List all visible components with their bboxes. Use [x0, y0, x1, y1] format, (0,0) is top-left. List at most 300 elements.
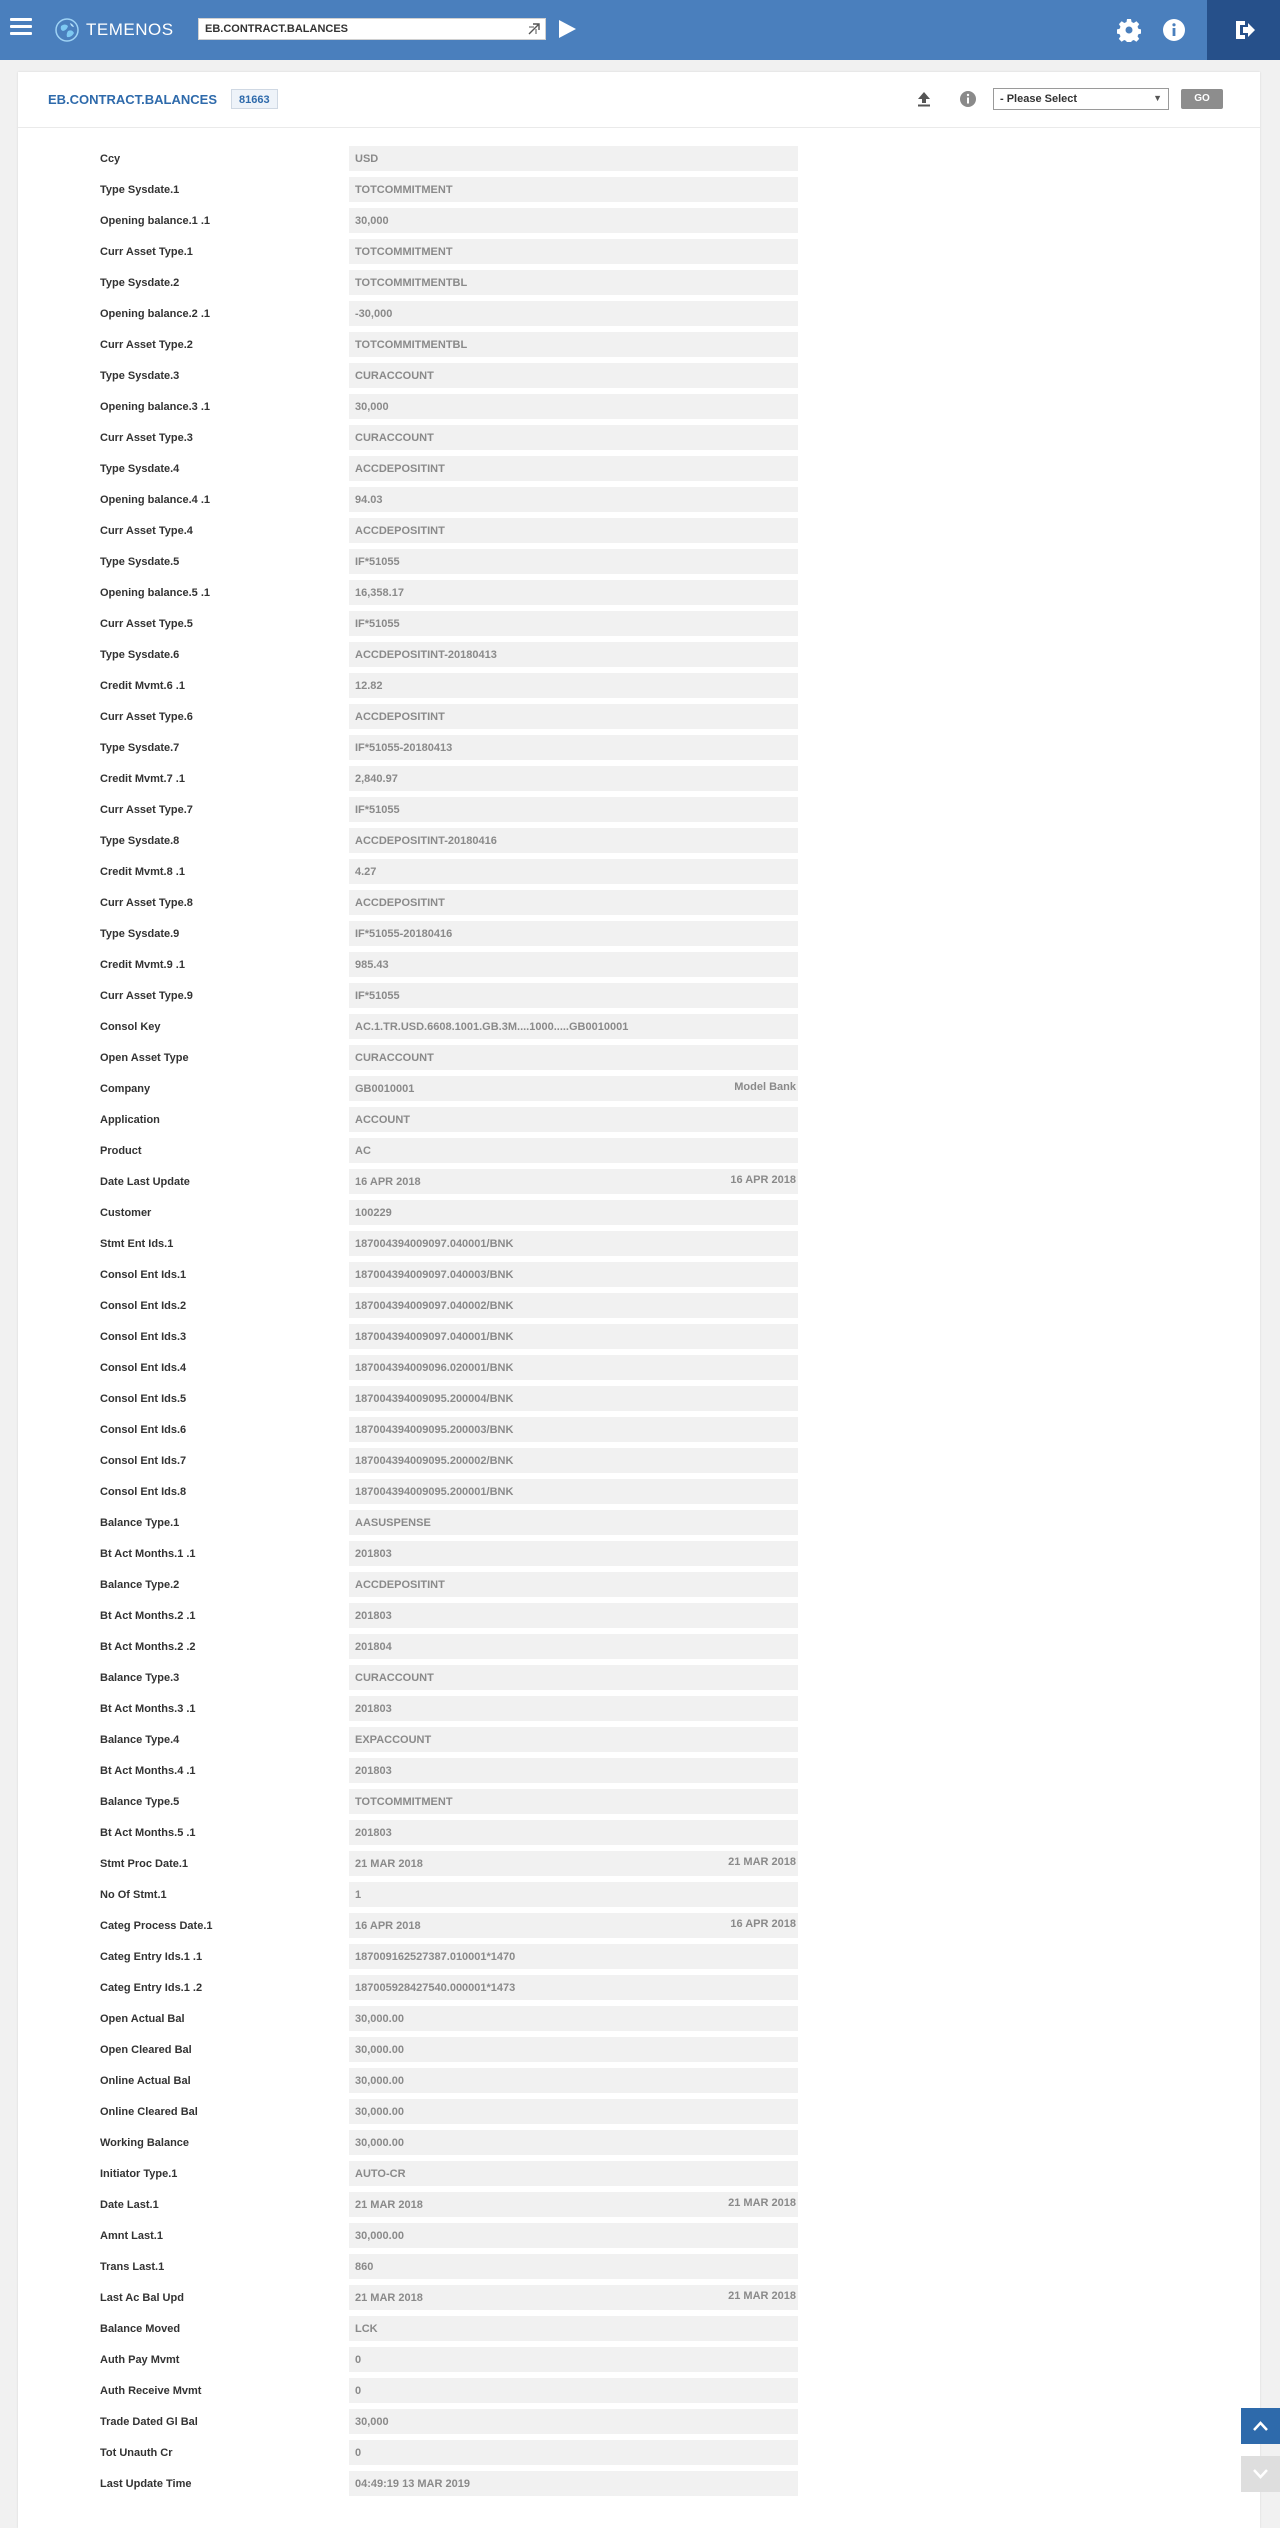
field-label: Type Sysdate.7	[100, 742, 180, 754]
field-label: Balance Type.4	[100, 1734, 180, 1746]
field-row	[18, 1136, 1260, 1167]
field-row	[18, 981, 1260, 1012]
field-value-box	[349, 1014, 798, 1039]
field-label: Initiator Type.1	[100, 2168, 178, 2180]
field-label: Consol Ent Ids.1	[100, 1269, 187, 1281]
action-select-value: - Please Select	[1000, 93, 1078, 105]
field-value: 201803	[355, 1703, 392, 1715]
go-button[interactable]: GO	[1181, 89, 1223, 109]
field-value-box	[349, 1882, 798, 1907]
hamburger-menu-icon[interactable]	[10, 18, 32, 40]
field-value-box	[349, 425, 798, 450]
field-value: EXPACCOUNT	[355, 1734, 432, 1746]
field-row	[18, 1632, 1260, 1663]
field-row	[18, 1601, 1260, 1632]
field-label: Opening balance.5 .1	[100, 587, 211, 599]
field-label: Credit Mvmt.8 .1	[100, 866, 185, 878]
field-value: 30,000.00	[355, 2230, 404, 2242]
field-value-box	[349, 673, 798, 698]
field-row	[18, 2097, 1260, 2128]
field-label: Curr Asset Type.7	[100, 804, 193, 816]
field-value: 16 APR 2018	[355, 1920, 421, 1932]
field-value: 187004394009095.200004/BNK	[355, 1393, 514, 1405]
field-row	[18, 950, 1260, 981]
field-row	[18, 2066, 1260, 2097]
field-value-box	[349, 270, 798, 295]
expand-arrow-icon[interactable]	[527, 22, 541, 36]
field-value-box	[349, 1138, 798, 1163]
field-value-box	[349, 580, 798, 605]
field-row	[18, 206, 1260, 237]
field-value-box	[349, 1231, 798, 1256]
field-label: Open Asset Type	[100, 1052, 189, 1064]
field-value: 860	[355, 2261, 374, 2273]
scroll-to-bottom-button[interactable]	[1241, 2456, 1280, 2492]
field-value-box	[349, 2223, 798, 2248]
field-label: Curr Asset Type.3	[100, 432, 193, 444]
field-row	[18, 1973, 1260, 2004]
field-row	[18, 578, 1260, 609]
field-row	[18, 1229, 1260, 1260]
field-row	[18, 392, 1260, 423]
help-info-icon[interactable]	[959, 90, 977, 108]
field-label: Last Ac Bal Upd	[100, 2292, 184, 2304]
field-label: Consol Key	[100, 1021, 161, 1033]
field-value-box	[349, 2409, 798, 2434]
field-label: Date Last Update	[100, 1176, 190, 1188]
field-value-box	[349, 1603, 798, 1628]
field-label: Categ Process Date.1	[100, 1920, 213, 1932]
field-value: 187005928427540.000001*1473	[355, 1982, 516, 1994]
field-row	[18, 1880, 1260, 1911]
field-value: TOTCOMMITMENTBL	[355, 339, 468, 351]
field-value-box	[349, 208, 798, 233]
field-value: 21 MAR 2018	[355, 1858, 423, 1870]
field-row	[18, 609, 1260, 640]
field-enrichment: 21 MAR 2018	[728, 2290, 796, 2302]
field-label: Curr Asset Type.8	[100, 897, 193, 909]
field-label: Credit Mvmt.9 .1	[100, 959, 185, 971]
field-value: IF*51055-20180416	[355, 928, 453, 940]
run-command-play-icon[interactable]	[556, 18, 578, 40]
field-label: Product	[100, 1145, 142, 1157]
field-label: Last Update Time	[100, 2478, 192, 2490]
field-label: Amnt Last.1	[100, 2230, 163, 2242]
field-row	[18, 702, 1260, 733]
field-value: CURACCOUNT	[355, 1052, 434, 1064]
field-row	[18, 1849, 1260, 1880]
field-value-box	[349, 2316, 798, 2341]
field-value-box	[349, 2099, 798, 2124]
field-row	[18, 1539, 1260, 1570]
scroll-to-top-button[interactable]	[1241, 2408, 1280, 2444]
field-label: Opening balance.1 .1	[100, 215, 211, 227]
field-value: 187004394009095.200002/BNK	[355, 1455, 514, 1467]
field-label: Customer	[100, 1207, 152, 1219]
field-label: Application	[100, 1114, 160, 1126]
field-value-box	[349, 1696, 798, 1721]
field-label: Consol Ent Ids.2	[100, 1300, 187, 1312]
field-value: 187004394009095.200001/BNK	[355, 1486, 514, 1498]
field-value-box	[349, 1572, 798, 1597]
field-value-box	[349, 1262, 798, 1287]
field-row	[18, 2345, 1260, 2376]
field-label: Curr Asset Type.9	[100, 990, 193, 1002]
field-label: Consol Ent Ids.8	[100, 1486, 187, 1498]
field-value-box	[349, 1665, 798, 1690]
field-enrichment: 21 MAR 2018	[728, 2197, 796, 2209]
field-value-box	[349, 983, 798, 1008]
field-value-box	[349, 332, 798, 357]
field-value-box	[349, 921, 798, 946]
top-bar	[0, 0, 1280, 60]
field-value: 201804	[355, 1641, 392, 1653]
field-value-box	[349, 1634, 798, 1659]
field-label: Bt Act Months.3 .1	[100, 1703, 196, 1715]
field-value: ACCDEPOSITINT	[355, 525, 445, 537]
field-enrichment: 16 APR 2018	[730, 1174, 796, 1186]
field-value-box	[349, 2285, 798, 2310]
field-label: Balance Type.1	[100, 1517, 180, 1529]
field-label: Bt Act Months.4 .1	[100, 1765, 196, 1777]
field-value: 201803	[355, 1827, 392, 1839]
field-label: Type Sysdate.2	[100, 277, 180, 289]
field-value-box	[349, 890, 798, 915]
field-label: Type Sysdate.3	[100, 370, 180, 382]
field-row	[18, 2314, 1260, 2345]
field-label: Type Sysdate.8	[100, 835, 180, 847]
field-value: LCK	[355, 2323, 378, 2335]
field-row	[18, 857, 1260, 888]
field-value-box	[349, 797, 798, 822]
field-value-box	[349, 2161, 798, 2186]
field-value: 30,000.00	[355, 2137, 404, 2149]
field-value: 30,000.00	[355, 2075, 404, 2087]
field-label: Balance Type.3	[100, 1672, 180, 1684]
field-row	[18, 1570, 1260, 1601]
field-row	[18, 2407, 1260, 2438]
field-row	[18, 826, 1260, 857]
logout-icon	[1234, 19, 1256, 41]
chevron-down-icon	[1252, 2466, 1269, 2482]
field-row	[18, 1043, 1260, 1074]
field-value: 0	[355, 2447, 362, 2459]
field-enrichment: 21 MAR 2018	[728, 1856, 796, 1868]
field-value: 30,000	[355, 2416, 389, 2428]
field-row	[18, 1446, 1260, 1477]
field-value: CURACCOUNT	[355, 1672, 434, 1684]
field-row	[18, 1322, 1260, 1353]
field-value: AC	[355, 1145, 371, 1157]
field-value: CURACCOUNT	[355, 370, 434, 382]
upload-icon[interactable]	[915, 90, 933, 108]
dropdown-arrow-icon: ▼	[1153, 93, 1162, 103]
field-value: 30,000.00	[355, 2044, 404, 2056]
field-value: 30,000.00	[355, 2106, 404, 2118]
field-label: Ccy	[100, 153, 121, 165]
field-label: Consol Ent Ids.3	[100, 1331, 187, 1343]
field-value-box	[349, 1045, 798, 1070]
field-value: CURACCOUNT	[355, 432, 434, 444]
field-value: IF*51055	[355, 618, 400, 630]
field-label: Curr Asset Type.1	[100, 246, 193, 258]
field-label: Balance Type.5	[100, 1796, 180, 1808]
field-label: Categ Entry Ids.1 .1	[100, 1951, 203, 1963]
field-label: Opening balance.3 .1	[100, 401, 211, 413]
field-value: 21 MAR 2018	[355, 2292, 423, 2304]
field-label: Trans Last.1	[100, 2261, 165, 2273]
field-row	[18, 2159, 1260, 2190]
field-row	[18, 1694, 1260, 1725]
field-value: 985.43	[355, 959, 389, 971]
field-row	[18, 1942, 1260, 1973]
field-row	[18, 671, 1260, 702]
field-label: Balance Moved	[100, 2323, 181, 2335]
field-value: IF*51055	[355, 556, 400, 568]
field-row	[18, 1012, 1260, 1043]
field-value-box	[349, 1386, 798, 1411]
field-row	[18, 1198, 1260, 1229]
field-value-box	[349, 2254, 798, 2279]
field-value-box	[349, 1324, 798, 1349]
field-row	[18, 1725, 1260, 1756]
field-value: 187004394009096.020001/BNK	[355, 1362, 514, 1374]
contract-balances-panel	[18, 72, 1260, 2528]
field-value-box	[349, 363, 798, 388]
field-row	[18, 919, 1260, 950]
field-value-box	[349, 1200, 798, 1225]
logo-text: TEMENOS	[86, 20, 174, 39]
field-label: Tot Unauth Cr	[100, 2447, 173, 2459]
field-value: 16,358.17	[355, 587, 404, 599]
field-row	[18, 1260, 1260, 1291]
field-value-box	[349, 146, 798, 171]
field-value-box	[349, 1789, 798, 1814]
chevron-up-icon	[1252, 2418, 1269, 2434]
field-value: 0	[355, 2354, 362, 2366]
field-value-box	[349, 1541, 798, 1566]
field-value: ACCDEPOSITINT	[355, 463, 445, 475]
field-label: Curr Asset Type.5	[100, 618, 193, 630]
field-label: Consol Ent Ids.4	[100, 1362, 187, 1374]
field-value-box	[349, 239, 798, 264]
record-id-badge: 81663	[231, 89, 278, 109]
field-label: Working Balance	[100, 2137, 190, 2149]
field-value-box	[349, 1820, 798, 1845]
field-value: ACCDEPOSITINT-20180416	[355, 835, 497, 847]
field-value-box	[349, 2068, 798, 2093]
field-label: Credit Mvmt.7 .1	[100, 773, 185, 785]
field-value: 187004394009097.040001/BNK	[355, 1331, 514, 1343]
field-value-box	[349, 177, 798, 202]
field-row	[18, 454, 1260, 485]
command-line-box	[198, 18, 546, 40]
field-row	[18, 795, 1260, 826]
field-row	[18, 1477, 1260, 1508]
field-label: Company	[100, 1083, 151, 1095]
field-value: GB0010001	[355, 1083, 415, 1095]
command-line-input[interactable]	[199, 19, 531, 39]
field-row	[18, 2190, 1260, 2221]
field-value: AUTO-CR	[355, 2168, 406, 2180]
field-row	[18, 1105, 1260, 1136]
field-label: Opening balance.4 .1	[100, 494, 211, 506]
globe-icon	[54, 17, 80, 43]
field-value: 0	[355, 2385, 362, 2397]
field-label: Trade Dated Gl Bal	[100, 2416, 198, 2428]
field-label: Open Actual Bal	[100, 2013, 185, 2025]
field-value-box	[349, 2440, 798, 2465]
field-label: Bt Act Months.2 .1	[100, 1610, 196, 1622]
field-enrichment: 16 APR 2018	[730, 1918, 796, 1930]
field-value-box	[349, 301, 798, 326]
field-row	[18, 640, 1260, 671]
field-value-box	[349, 1727, 798, 1752]
field-value-box	[349, 518, 798, 543]
field-row	[18, 2376, 1260, 2407]
field-row	[18, 2438, 1260, 2469]
field-row	[18, 1384, 1260, 1415]
field-value: 100229	[355, 1207, 392, 1219]
field-value: 04:49:19 13 MAR 2019	[355, 2478, 470, 2490]
field-value: 187004394009095.200003/BNK	[355, 1424, 514, 1436]
field-value: -30,000	[355, 308, 393, 320]
field-value: 201803	[355, 1548, 392, 1560]
field-value: 94.03	[355, 494, 383, 506]
field-value-box	[349, 1479, 798, 1504]
panel-header	[18, 72, 1260, 128]
field-enrichment: Model Bank	[734, 1081, 796, 1093]
field-value-box	[349, 1076, 798, 1101]
field-value: IF*51055	[355, 804, 400, 816]
field-value: TOTCOMMITMENT	[355, 246, 453, 258]
field-value: TOTCOMMITMENT	[355, 1796, 453, 1808]
field-value: 30,000	[355, 215, 389, 227]
field-value-box	[349, 1107, 798, 1132]
field-value-box	[349, 1355, 798, 1380]
field-value-box	[349, 2471, 798, 2496]
info-icon[interactable]	[1162, 18, 1186, 42]
field-row	[18, 237, 1260, 268]
field-label: Curr Asset Type.6	[100, 711, 193, 723]
field-value: 187004394009097.040002/BNK	[355, 1300, 514, 1312]
field-label: Type Sysdate.4	[100, 463, 180, 475]
field-label: Bt Act Months.5 .1	[100, 1827, 196, 1839]
field-row	[18, 423, 1260, 454]
field-row	[18, 547, 1260, 578]
field-label: Online Cleared Bal	[100, 2106, 198, 2118]
field-value: IF*51055	[355, 990, 400, 1002]
field-label: Credit Mvmt.6 .1	[100, 680, 185, 692]
field-row	[18, 1663, 1260, 1694]
field-value-box	[349, 704, 798, 729]
field-value-box	[349, 766, 798, 791]
field-label: Consol Ent Ids.7	[100, 1455, 187, 1467]
field-label: Online Actual Bal	[100, 2075, 191, 2087]
field-value-box	[349, 2378, 798, 2403]
field-row	[18, 1818, 1260, 1849]
field-row	[18, 2035, 1260, 2066]
field-label: Open Cleared Bal	[100, 2044, 192, 2056]
field-row	[18, 2128, 1260, 2159]
field-value-box	[349, 611, 798, 636]
field-value-box	[349, 1169, 798, 1194]
field-label: Bt Act Months.2 .2	[100, 1641, 196, 1653]
field-row	[18, 2252, 1260, 2283]
field-value: AASUSPENSE	[355, 1517, 431, 1529]
sign-off-button[interactable]	[1207, 0, 1280, 60]
field-value: 30,000.00	[355, 2013, 404, 2025]
settings-gear-icon[interactable]	[1117, 18, 1141, 42]
field-value-box	[349, 1417, 798, 1442]
field-row	[18, 1291, 1260, 1322]
field-value: 187004394009097.040003/BNK	[355, 1269, 514, 1281]
field-row	[18, 516, 1260, 547]
field-value: ACCOUNT	[355, 1114, 410, 1126]
field-row	[18, 361, 1260, 392]
field-row	[18, 2283, 1260, 2314]
field-label: Type Sysdate.1	[100, 184, 180, 196]
field-row	[18, 485, 1260, 516]
field-value: 201803	[355, 1765, 392, 1777]
field-label: Categ Entry Ids.1 .2	[100, 1982, 203, 1994]
field-value-box	[349, 2006, 798, 2031]
temenos-logo	[54, 17, 174, 43]
field-label: Stmt Ent Ids.1	[100, 1238, 174, 1250]
field-row	[18, 1353, 1260, 1384]
field-label: Balance Type.2	[100, 1579, 180, 1591]
field-value-box	[349, 549, 798, 574]
field-label: Date Last.1	[100, 2199, 159, 2211]
field-value: 1	[355, 1889, 362, 1901]
field-row	[18, 2469, 1260, 2500]
field-label: Consol Ent Ids.6	[100, 1424, 187, 1436]
field-label: Auth Receive Mvmt	[100, 2385, 202, 2397]
field-value: ACCDEPOSITINT	[355, 897, 445, 909]
field-label: Opening balance.2 .1	[100, 308, 211, 320]
field-value-box	[349, 828, 798, 853]
field-value: 2,840.97	[355, 773, 398, 785]
field-row	[18, 144, 1260, 175]
field-value: 12.82	[355, 680, 383, 692]
action-select[interactable]	[993, 88, 1169, 110]
field-value-box	[349, 1913, 798, 1938]
field-row	[18, 1787, 1260, 1818]
field-value: 187009162527387.010001*1470	[355, 1951, 516, 1963]
field-label: Type Sysdate.5	[100, 556, 180, 568]
field-label: Bt Act Months.1 .1	[100, 1548, 196, 1560]
field-value-box	[349, 1510, 798, 1535]
field-value: 187004394009097.040001/BNK	[355, 1238, 514, 1250]
field-value: TOTCOMMITMENTBL	[355, 277, 468, 289]
field-row	[18, 175, 1260, 206]
field-value-box	[349, 642, 798, 667]
field-value-box	[349, 394, 798, 419]
field-value-box	[349, 2130, 798, 2155]
field-row	[18, 1508, 1260, 1539]
field-value: ACCDEPOSITINT-20180413	[355, 649, 497, 661]
field-label: No Of Stmt.1	[100, 1889, 167, 1901]
field-row	[18, 733, 1260, 764]
field-value: ACCDEPOSITINT	[355, 1579, 445, 1591]
field-value: 201803	[355, 1610, 392, 1622]
field-label: Type Sysdate.9	[100, 928, 180, 940]
field-row	[18, 1911, 1260, 1942]
field-row	[18, 1756, 1260, 1787]
field-value: AC.1.TR.USD.6608.1001.GB.3M....1000.....GB0010001	[355, 1021, 629, 1033]
field-row	[18, 299, 1260, 330]
field-value-box	[349, 1944, 798, 1969]
